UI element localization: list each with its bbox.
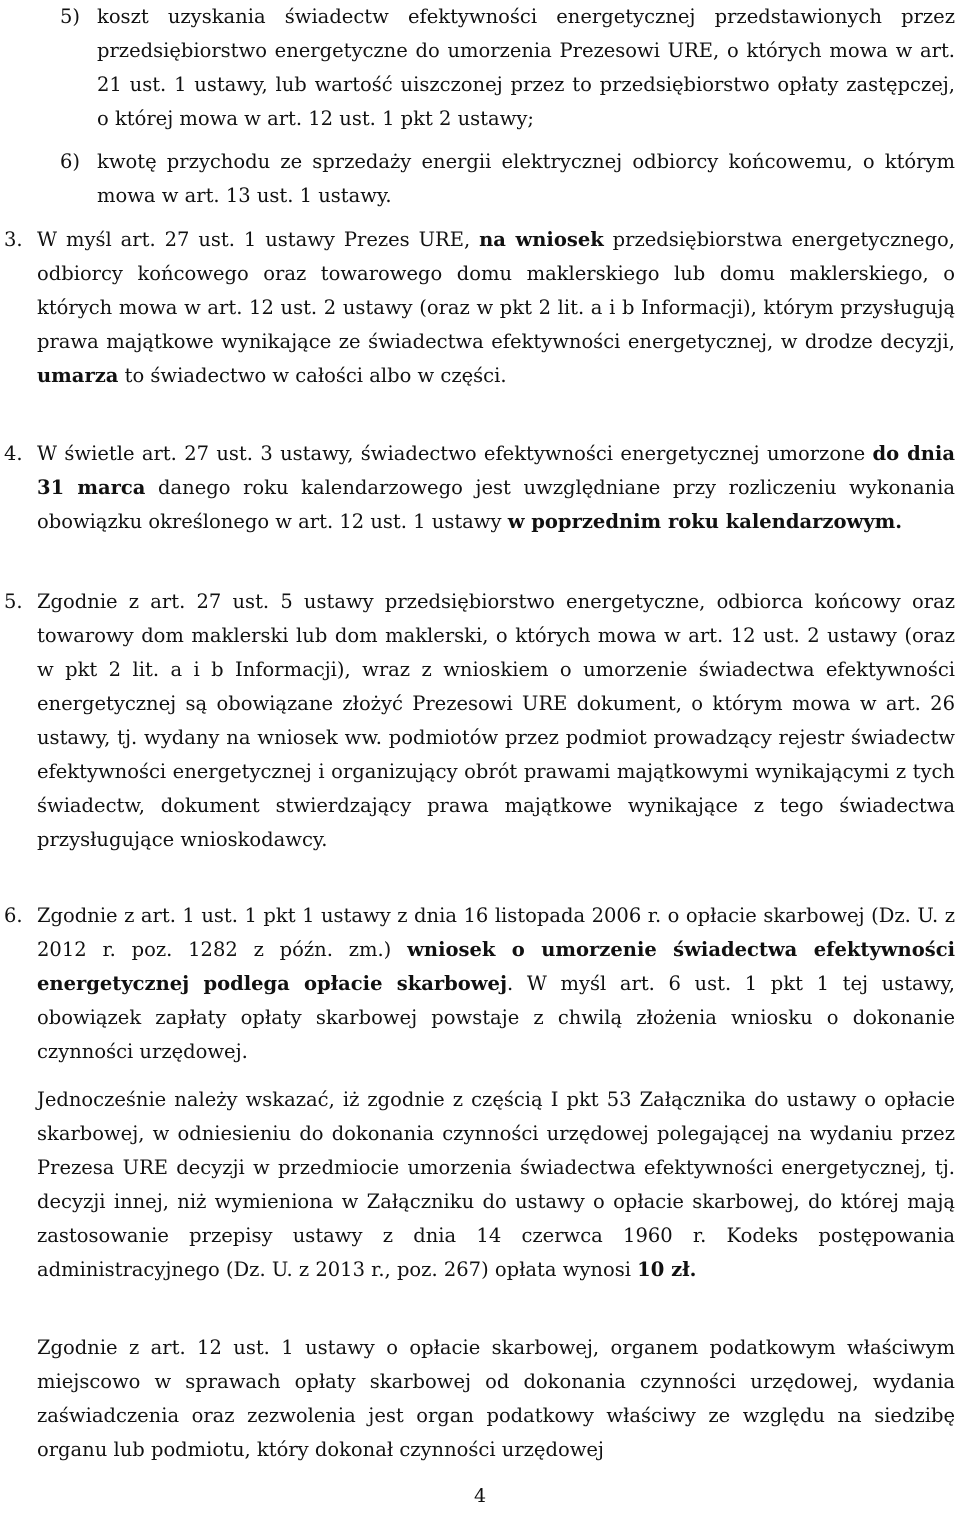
emphasis-text: do dnia 31 marca (37, 442, 955, 499)
section-text: Zgodnie z art. 27 ust. 5 ustawy przedsiębiorstwo energetyczne, odbiorca końcowy oraz towarowy dom maklerski lub dom maklerski, o których mowa w art. 12 ust. 2 ustawy (oraz w pkt 2 lit. a i b Informacji), wraz z wnioskiem o umorzenie świadectwa efektywności energetycznej są obowiązane złożyć Prezesowi URE dokument, o którym mowa w art. 26 ustawy, tj. wydany na wniosek ww. podmiotów przez podmiot prowadzący rejestr świadectw efektywności energetycznej i organizujący obrót prawami majątkowymi wynikającymi z tych świadectw, dokument stwierdzający prawa majątkowe wynikające z tego świadectwa przysługujące wnioskodawcy. (37, 590, 955, 851)
section-number: 4. (4, 442, 23, 465)
section-number: 3. (4, 228, 23, 251)
text-run: Zgodnie z art. 1 ust. 1 pkt 1 ustawy z dnia 16 listopada 2006 r. o opłacie skarbowej (Dz. U. z 2012 r. poz. 1282 z późn. zm.) (37, 904, 955, 961)
section-number: 5. (4, 590, 23, 613)
list-item-number: 6) (60, 150, 81, 173)
text-run: Jednocześnie należy wskazać, iż zgodnie z częścią I pkt 53 Załącznika do ustawy o opłacie skarbowej, w odniesieniu do dokonania czynności urzędowej polegającej na wydaniu przez Prezesa URE decyzji w przedmiocie umorzenia świadectwa efektywności energetycznej, tj. decyzji innej, niż wymieniona w Załączniku do ustawy o opłacie skarbowej, do której mają zastosowanie przepisy ustawy z dnia 14 czerwca 1960 r. Kodeks postępowania administracyjnego (Dz. U. z 2013 r., poz. 267) opłata wynosi (37, 1088, 955, 1281)
text-run: danego roku kalendarzowego jest uwzględniane przy rozliczeniu wykonania obowiązku określonego w art. 12 ust. 1 ustawy (37, 476, 955, 533)
emphasis-text: na wniosek (479, 228, 604, 251)
emphasis-text: w poprzednim roku kalendarzowym. (507, 510, 903, 533)
text-run: W myśl art. 27 ust. 1 ustawy Prezes URE, (37, 228, 480, 251)
section-text (37, 437, 955, 539)
list-item-text: koszt uzyskania świadectw efektywności energetycznej przedstawionych przez przedsiębiorstwo energetyczne do umorzenia Prezesowi URE, o których mowa w art. 21 ust. 1 ustawy, lub wartość uiszczonej przez to przedsiębiorstwo opłaty zastępczej, o której mowa w art. 12 ust. 1 pkt 2 ustawy; (97, 5, 955, 130)
text-run: przedsiębiorstwa energetycznego, odbiorcy końcowego oraz towarowego domu maklerskiego lub domu maklerskiego, o których mowa w art. 12 ust. 2 ustawy (oraz w pkt 2 lit. a i b Informacji), którym przysługują prawa majątkowe wynikające ze świadectwa efektywności energetycznej, w drodze decyzji, (37, 228, 955, 353)
text-run: . W myśl art. 6 ust. 1 pkt 1 tej ustawy, obowiązek zapłaty opłaty skarbowej powstaje z chwilą złożenia wniosku o dokonanie czynności urzędowej. (37, 972, 955, 1063)
section-text (37, 223, 955, 393)
section-number: 6. (4, 904, 23, 927)
emphasis-text: wniosek o umorzenie świadectwa efektywności energetycznej podlega opłacie skarbowej (37, 938, 955, 995)
text-run: to świadectwo w całości albo w części. (118, 364, 507, 387)
section-text (37, 899, 955, 1069)
page-number: 4 (473, 1485, 487, 1507)
list-item-number: 5) (60, 5, 81, 28)
body-paragraph (37, 1083, 955, 1287)
body-paragraph: Zgodnie z art. 12 ust. 1 ustawy o opłacie skarbowej, organem podatkowym właściwym miejscowo w sprawach opłaty skarbowej od dokonania czynności urzędowej, wydania zaświadczenia oraz zezwolenia jest organ podatkowy właściwy ze względu na siedzibę organu lub podmiotu, który dokonał czynności urzędowej (37, 1336, 955, 1461)
list-item-text: kwotę przychodu ze sprzedaży energii elektrycznej odbiorcy końcowemu, o którym mowa w art. 13 ust. 1 ustawy. (97, 150, 955, 207)
text-run: W świetle art. 27 ust. 3 ustawy, świadectwo efektywności energetycznej umorzone (37, 442, 873, 465)
emphasis-text: umarza (37, 364, 119, 387)
emphasis-text: 10 zł. (637, 1258, 697, 1281)
